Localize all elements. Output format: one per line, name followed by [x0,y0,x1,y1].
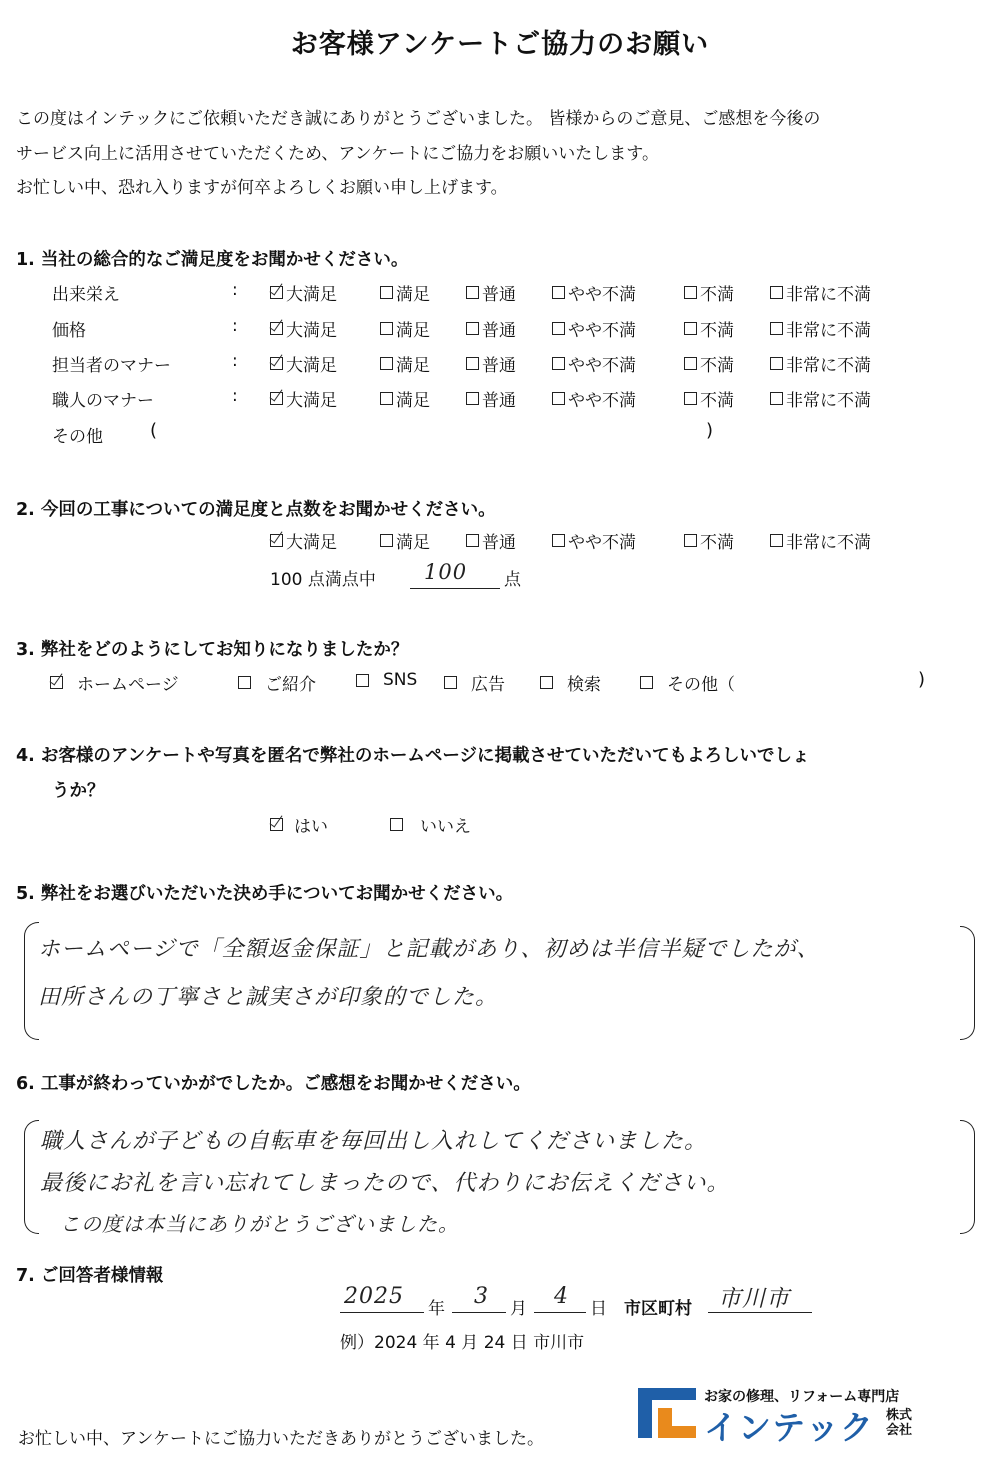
q4-no-label: いいえ [420,817,471,837]
q2-option-label: 普通 [482,533,516,553]
q1-row-4-option-label: 普通 [482,391,516,411]
q3-checkbox-1[interactable] [50,676,63,689]
q4-yes-checkbox[interactable] [270,818,283,831]
q7-month-value[interactable]: 3 [474,1284,489,1309]
q1-row-3-option-6[interactable] [770,351,871,376]
q1-row-4-option-4[interactable] [552,386,636,411]
q2-option-label: 不満 [700,533,734,553]
q4-no-option[interactable] [390,812,471,837]
q2-option-label: 満足 [396,533,430,553]
q2-option-5[interactable] [684,528,734,553]
q2-score-suffix: 点 [504,570,521,590]
q1-row-2-option-6[interactable] [770,316,871,341]
q2-checkbox-5[interactable] [684,534,697,547]
q1-row-3-option-label: 満足 [396,356,430,376]
q3-option-label: SNS [383,670,418,690]
q5-title: 5. 弊社をお選びいただいた決め手についてお聞かせください。 [16,884,514,904]
logo-tagline: お家の修理、リフォーム専門店 [704,1389,900,1405]
q1-row-label: 職人のマナー [52,391,154,411]
q3-checkbox-2[interactable] [238,676,251,689]
q1-row-1-checkbox-1[interactable] [270,286,283,299]
q1-row-2-option-1[interactable] [270,316,337,341]
q3-checkbox-6[interactable] [640,676,653,689]
q1-row-4-option-6[interactable] [770,386,871,411]
q2-checkbox-3[interactable] [466,534,479,547]
q1-row-colon: : [232,280,238,300]
q3-option-label: 検索 [567,675,601,695]
q1-row-colon: : [232,386,238,406]
q1-row-2-option-2[interactable] [380,316,430,341]
q1-row-colon: : [232,316,238,336]
q2-checkbox-2[interactable] [380,534,393,547]
q2-option-3[interactable] [466,528,516,553]
q1-row-2-option-label: 大満足 [286,321,337,341]
q4-no-checkbox[interactable] [390,818,403,831]
q1-row-2-option-label: やや不満 [568,321,636,341]
q2-option-1[interactable] [270,528,337,553]
logo-suffix-2: 会社 [886,1423,913,1438]
q1-other-open-paren: ( [150,420,158,441]
q7-year-value[interactable]: 2025 [344,1284,404,1309]
q4-title-line-1: 4. お客様のアンケートや写真を匿名で弊社のホームページに掲載させていただいてもよろしいでしょ [16,746,810,766]
q1-other-close-paren: ) [706,420,714,441]
q3-checkbox-4[interactable] [444,676,457,689]
q2-option-label: やや不満 [568,533,636,553]
q7-title: 7. ご回答者様情報 [16,1266,164,1286]
q1-row-4-checkbox-5[interactable] [684,392,697,405]
q7-month-label: 月 [510,1299,527,1319]
q1-row-2-option-5[interactable] [684,316,734,341]
q1-row-3-checkbox-6[interactable] [770,357,783,370]
q1-row-1-option-5[interactable] [684,280,734,305]
q7-example: 例）2024 年 4 月 24 日 市川市 [340,1333,585,1353]
q7-city-value[interactable]: 市川市 [718,1286,790,1312]
q3-checkbox-5[interactable] [540,676,553,689]
q1-row-1-option-2[interactable] [380,280,430,305]
q6-answer-line-2[interactable]: 最後にお礼を言い忘れてしまったので、代わりにお伝えください。 [40,1171,730,1196]
q2-option-4[interactable] [552,528,636,553]
q1-row-4-option-label: 大満足 [286,391,337,411]
q1-row-2-checkbox-5[interactable] [684,322,697,335]
intro-line-3: お忙しい中、恐れ入りますが何卒よろしくお願い申し上げます。 [16,178,508,198]
q1-row-2-option-label: 普通 [482,321,516,341]
q1-row-1-checkbox-5[interactable] [684,286,697,299]
q3-option-1[interactable] [50,670,179,695]
q1-row-1-checkbox-6[interactable] [770,286,783,299]
q1-row-4-option-2[interactable] [380,386,430,411]
q2-checkbox-1[interactable] [270,534,283,547]
q5-answer-bracket-right [960,926,975,1040]
footer-thanks: お忙しい中、アンケートにご協力いただきありがとうございました。 [18,1429,544,1449]
q1-row-3-checkbox-2[interactable] [380,357,393,370]
q1-row-4-option-label: 満足 [396,391,430,411]
q1-row-3-checkbox-1[interactable] [270,357,283,370]
q6-title: 6. 工事が終わっていかがでしたか。ご感想をお聞かせください。 [16,1074,531,1094]
q4-yes-label: はい [294,817,328,837]
q1-row-3-option-label: 不満 [700,356,734,376]
q1-row-colon: : [232,351,238,371]
q1-row-label: 出来栄え [52,285,120,305]
q1-row-1-checkbox-3[interactable] [466,286,479,299]
q2-score-value[interactable]: 100 [424,560,468,584]
q1-row-4-checkbox-1[interactable] [270,392,283,405]
q1-row-1-checkbox-4[interactable] [552,286,565,299]
q1-row-4-option-3[interactable] [466,386,516,411]
q6-answer-bracket-left [24,1120,39,1234]
q4-yes-option[interactable] [270,812,328,837]
q1-row-4-checkbox-4[interactable] [552,392,565,405]
q3-option-label: ご紹介 [265,675,316,695]
q1-row-1-option-6[interactable] [770,280,871,305]
q2-title: 2. 今回の工事についての満足度と点数をお聞かせください。 [16,500,496,520]
q1-row-2-option-label: 不満 [700,321,734,341]
q1-row-3-option-1[interactable] [270,351,337,376]
q1-row-1-checkbox-2[interactable] [380,286,393,299]
q1-row-3-checkbox-3[interactable] [466,357,479,370]
q1-row-4-option-1[interactable] [270,386,337,411]
q7-city-label: 市区町村 [624,1299,692,1319]
q2-checkbox-4[interactable] [552,534,565,547]
q3-checkbox-3[interactable] [356,674,369,687]
q3-option-label: その他（ [667,675,735,695]
logo-mark-icon [638,1386,698,1440]
q1-row-2-option-4[interactable] [552,316,636,341]
q3-option-3[interactable] [356,670,417,690]
q1-row-label: 価格 [52,321,86,341]
q1-row-3-option-label: やや不満 [568,356,636,376]
q1-row-label: 担当者のマナー [52,356,171,376]
q1-row-3-option-label: 大満足 [286,356,337,376]
q1-row-4-option-label: 不満 [700,391,734,411]
q3-title: 3. 弊社をどのようにしてお知りになりましたか？ [16,640,409,660]
q1-row-1-option-4[interactable] [552,280,636,305]
intro-line-2: サービス向上に活用させていただくため、アンケートにご協力をお願いいたします。 [16,144,659,164]
q1-row-3-option-5[interactable] [684,351,734,376]
logo-suffix-1: 株式 [886,1408,913,1423]
q6-answer-line-1[interactable]: 職人さんが子どもの自転車を毎回出し入れしてくださいました。 [40,1129,708,1154]
q1-row-3-option-label: 非常に不満 [786,356,871,376]
q1-row-2-option-label: 非常に不満 [786,321,871,341]
q2-option-2[interactable] [380,528,430,553]
q3-option-6[interactable] [640,670,735,695]
q1-row-2-checkbox-1[interactable] [270,322,283,335]
q1-row-3-option-label: 普通 [482,356,516,376]
page-title: お客様アンケートご協力のお願い [290,29,710,60]
q1-row-1-option-label: 非常に不満 [786,285,871,305]
q1-other-label: その他 [52,427,103,447]
q5-answer-bracket-left [24,922,39,1040]
q6-answer-bracket-right [960,1120,975,1234]
q3-option-label: ホームページ [77,675,179,695]
q5-answer-line-2[interactable]: 田所さんの丁寧さと誠実さが印象的でした。 [38,985,499,1010]
logo-name: インテック [704,1408,874,1447]
q1-row-3-checkbox-5[interactable] [684,357,697,370]
q1-row-3-option-2[interactable] [380,351,430,376]
q1-row-4-checkbox-3[interactable] [466,392,479,405]
q2-option-label: 大満足 [286,533,337,553]
q2-score-prefix: 100 点満点中 [270,570,376,590]
q2-option-6[interactable] [770,528,871,553]
q4-title-line-2: うか？ [52,781,105,801]
q1-row-2-checkbox-3[interactable] [466,322,479,335]
q1-row-1-option-label: 満足 [396,285,430,305]
intro-line-1: この度はインテックにご依頼いただき誠にありがとうございました。 皆様からのご意見、ご感想を今後の [16,109,821,129]
q1-row-3-checkbox-4[interactable] [552,357,565,370]
q3-other-close-paren: ) [918,669,926,690]
q3-option-5[interactable] [540,670,601,695]
q1-row-4-option-5[interactable] [684,386,734,411]
q1-row-4-option-label: 非常に不満 [786,391,871,411]
q6-answer-line-3[interactable]: この度は本当にありがとうございました。 [60,1212,459,1236]
q1-row-1-option-label: やや不満 [568,285,636,305]
q2-checkbox-6[interactable] [770,534,783,547]
q1-row-3-option-3[interactable] [466,351,516,376]
q1-row-4-checkbox-2[interactable] [380,392,393,405]
q1-row-2-option-3[interactable] [466,316,516,341]
q1-row-2-option-label: 満足 [396,321,430,341]
q1-row-1-option-label: 普通 [482,285,516,305]
q1-row-1-option-1[interactable] [270,280,337,305]
q1-row-1-option-label: 大満足 [286,285,337,305]
q5-answer-line-1[interactable]: ホームページで「全額返金保証」と記載があり、初めは半信半疑でしたが、 [38,937,820,962]
q1-row-2-checkbox-6[interactable] [770,322,783,335]
q7-year-label: 年 [428,1299,445,1319]
q1-title: 1. 当社の総合的なご満足度をお聞かせください。 [16,250,409,270]
q1-row-1-option-label: 不満 [700,285,734,305]
q1-row-2-checkbox-2[interactable] [380,322,393,335]
q1-row-4-option-label: やや不満 [568,391,636,411]
q3-option-4[interactable] [444,670,505,695]
q2-option-label: 非常に不満 [786,533,871,553]
q7-day-value[interactable]: 4 [554,1284,569,1309]
q3-option-2[interactable] [238,670,316,695]
q1-row-4-checkbox-6[interactable] [770,392,783,405]
q1-row-1-option-3[interactable] [466,280,516,305]
q7-day-label: 日 [590,1299,607,1319]
q1-row-2-checkbox-4[interactable] [552,322,565,335]
q3-option-label: 広告 [471,675,505,695]
q1-row-3-option-4[interactable] [552,351,636,376]
